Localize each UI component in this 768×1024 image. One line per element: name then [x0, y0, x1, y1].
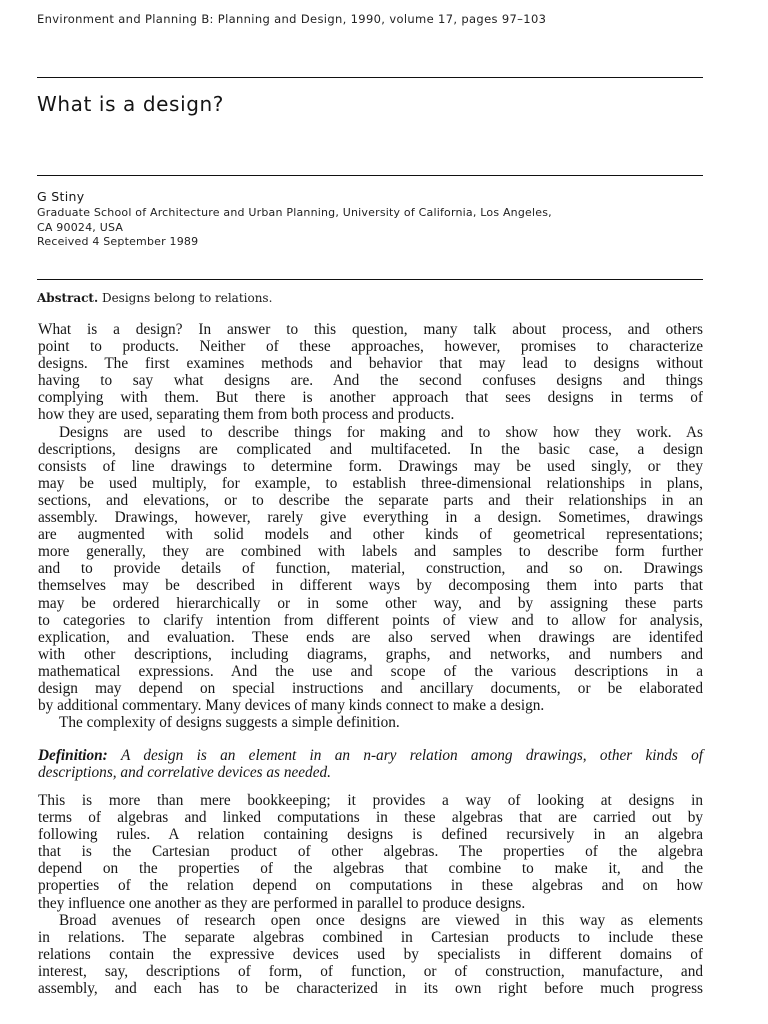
body-line: properties of the relation depend on computations in these algebras and on how: [38, 877, 703, 895]
body-line: descriptions, designs are complicated and multifaceted. In the basic case, a design: [38, 440, 703, 458]
body-line: may be used multiply, for example, to establish three-dimensional relationships in plans,: [38, 474, 703, 492]
header-rule: [37, 77, 703, 78]
body-line: may be ordered hierarchically or in some other way, and by assigning these parts: [38, 594, 703, 612]
definition-line: [38, 747, 703, 764]
body-line: relations contain the expressive devices used by specialists in different domains of: [38, 945, 703, 963]
body-line: more generally, they are combined with labels and samples to describe form further: [38, 543, 703, 561]
abstract: [37, 291, 272, 305]
body-line: This is more than mere bookkeeping; it provides a way of looking at designs in: [38, 792, 703, 809]
definition-block: [38, 747, 703, 781]
body-line: design may depend on special instructions and ancillary documents, or be elaborated: [38, 679, 703, 697]
definition-text: A design is an element in an n-ary relation among drawings, other kinds of: [120, 747, 703, 764]
abstract-text: Designs belong to relations.: [101, 291, 273, 305]
body-line: in relations. The separate algebras combined in Cartesian products to include these: [38, 928, 703, 946]
body-line: point to products. Neither of these approaches, however, promises to characterize: [38, 338, 703, 356]
body-line: assembly. Drawings, however, rarely give everything in a design. Sometimes, drawings: [38, 509, 703, 527]
title-rule: [37, 175, 703, 176]
body-line: they influence one another as they are performed in parallel to produce designs.: [38, 894, 526, 912]
paper-title: What is a design?: [37, 92, 225, 116]
body-line: having to say what designs are. And the second confuses designs and things: [38, 372, 703, 390]
body-line: that is the Cartesian product of other algebras. The properties of the algebra: [38, 843, 703, 861]
body-line: The complexity of designs suggests a simple definition.: [59, 714, 400, 732]
author-affiliation: [37, 206, 552, 250]
body-line: interest, say, descriptions of form, of function, or of construction, manufacture, and: [38, 962, 703, 980]
body-line: designs. The first examines methods and behavior that may lead to designs without: [38, 355, 703, 373]
body-line: consists of line drawings to determine form. Drawings may be used singly, or they: [38, 457, 703, 475]
body-line: assembly, and each has to be characterized in its own right before much progress: [38, 980, 703, 998]
body-line: themselves may be described in different ways by decomposing them into parts that: [38, 577, 703, 595]
body-line: terms of algebras and linked computations in these algebras that are carried out by: [38, 809, 703, 827]
body-line: to categories to clarify intention from different points of view and to allow for analysis,: [38, 611, 703, 629]
received-date: Received 4 September 1989: [37, 235, 199, 248]
body-line: What is a design? In answer to this question, many talk about process, and others: [38, 321, 703, 338]
author-rule: [37, 279, 703, 280]
definition-label: Definition:: [38, 747, 108, 764]
abstract-label: Abstract.: [37, 291, 99, 305]
body-line: Broad avenues of research open once designs are viewed in this way as elements: [59, 911, 703, 929]
body-line: how they are used, separating them from both process and products.: [38, 406, 455, 424]
body-line: with other descriptions, including diagrams, graphs, and networks, and numbers and: [38, 645, 703, 663]
body-line: sections, and elevations, or to describe the separate parts and their relationships in an: [38, 491, 703, 509]
author-name: G Stiny: [37, 189, 85, 204]
body-line: depend on the properties of the algebras that combine to make it, and the: [38, 860, 703, 878]
body-text-block: [38, 321, 703, 731]
body-line: complying with them. But there is another approach that sees designs in terms of: [38, 389, 703, 407]
affiliation-line: Graduate School of Architecture and Urban Planning, University of California, Los Angeles,: [37, 206, 552, 219]
body-line: are augmented with solid models and other kinds of geometrical representations;: [38, 526, 703, 544]
body-line: explication, and evaluation. These ends are also served when drawings are identifed: [38, 628, 703, 646]
body-line: Designs are used to describe things for making and to show how they work. As: [59, 423, 703, 441]
body-line: following rules. A relation containing designs is defined recursively in an algebra: [38, 826, 703, 844]
body-line: by additional commentary. Many devices of many kinds connect to make a design.: [38, 697, 545, 715]
definition-line: descriptions, and correlative devices as needed.: [38, 764, 331, 782]
body-text-block: [38, 792, 703, 997]
body-line: and to provide details of function, material, construction, and so on. Drawings: [38, 560, 703, 578]
affiliation-line: CA 90024, USA: [37, 220, 124, 234]
journal-citation: Environment and Planning B: Planning and Design, 1990, volume 17, pages 97–103: [37, 12, 547, 26]
body-line: mathematical expressions. And the use and scope of the various descriptions in a: [38, 662, 703, 680]
